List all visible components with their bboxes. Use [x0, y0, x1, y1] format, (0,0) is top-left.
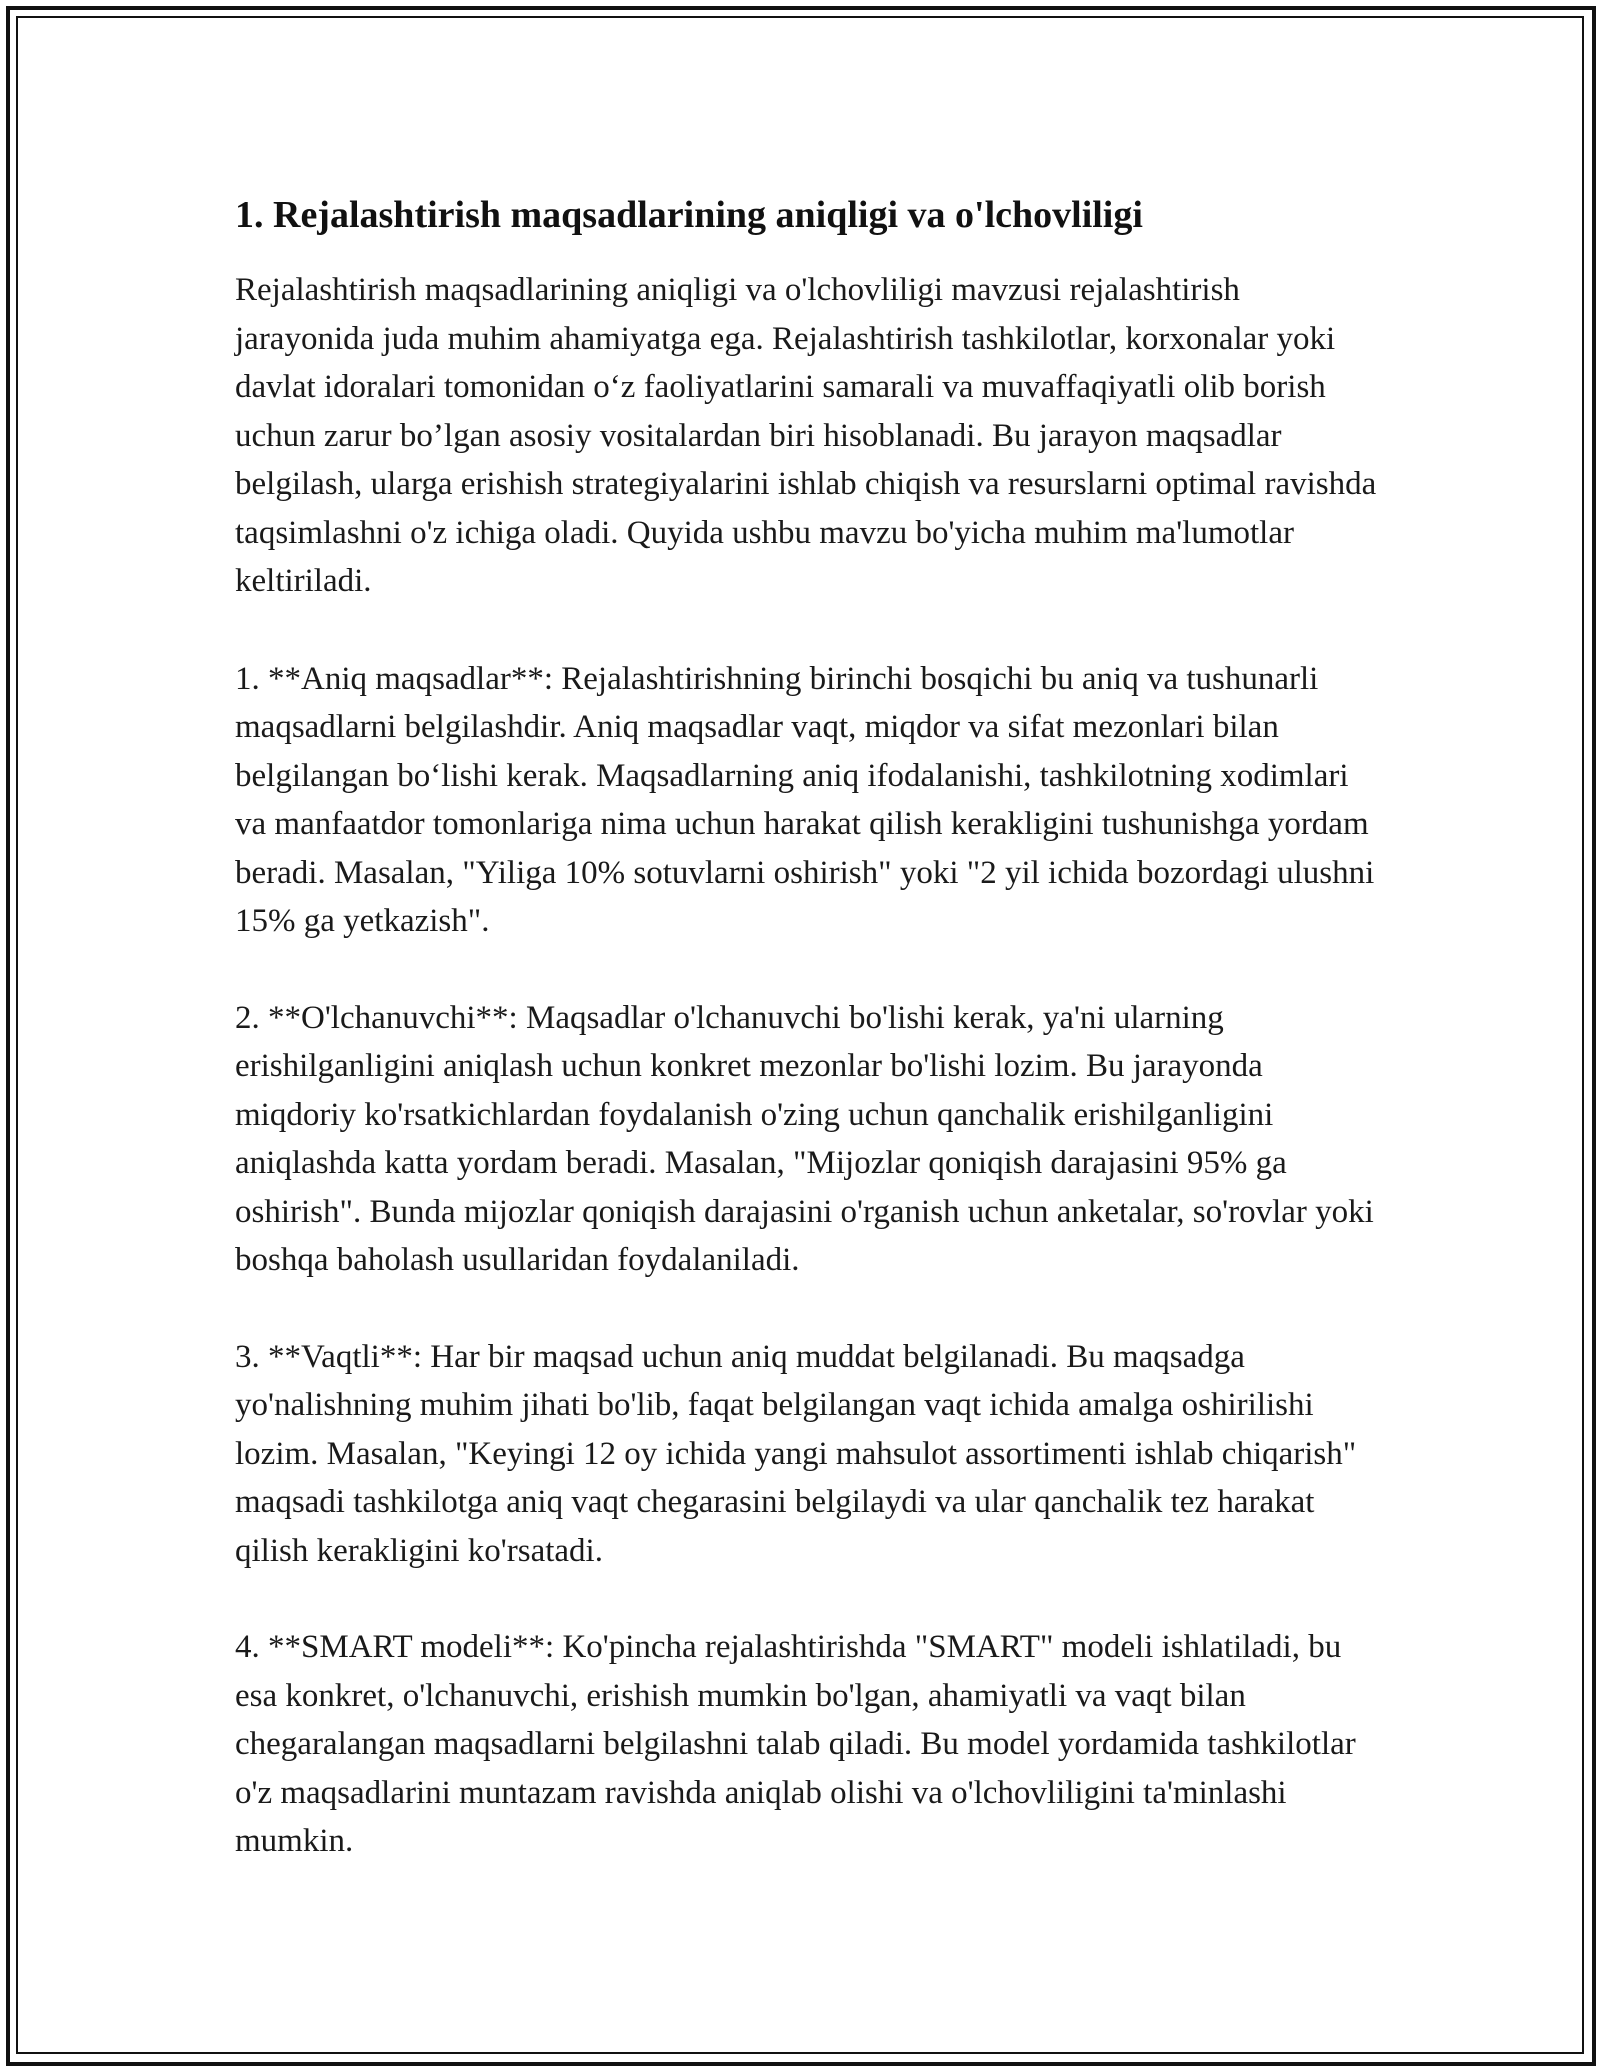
intro-paragraph: Rejalashtirish maqsadlarining aniqligi va o'lchovliligi mavzusi rejalashtirish jarayonida juda muhim ahamiyatga ega. Rejalashtirish tashkilotlar, korxonalar yoki davlat idoralari tomonidan o‘z faoliyatlarini samarali va muvaffaqiyatli olib borish uchun zarur bo’lgan asosiy vositalardan biri hisoblanadi. Bu jarayon maqsadlar belgilash, ularga erishish strategiyalarini ishlab chiqish va resurslarni optimal ravishda taqsimlashni o'z ichiga oladi. Quyida ushbu mavzu bo'yicha muhim ma'lumotlar keltiriladi. [235, 272, 1377, 599]
document-body [235, 186, 1385, 1914]
paragraph-aniq-maqsadlar: 1. **Aniq maqsadlar**: Rejalashtirishning birinchi bosqichi bu aniq va tushunarli maqsadlarni belgilashdir. Aniq maqsadlar vaqt, miqdor va sifat mezonlari bilan belgilangan bo‘lishi kerak. Maqsadlarning aniq ifodalanishi, tashkilotning xodimlari va manfaatdor tomonlariga nima uchun harakat qilish kerakligini tushunishga yordam beradi. Masalan, "Yiliga 10% sotuvlarni oshirish" yoki "2 yil ichida bozordagi ulushni 15% ga yetkazish". [235, 660, 1375, 939]
paragraph-smart-modeli: 4. **SMART modeli**: Ko'pincha rejalashtirishda "SMART" modeli ishlatiladi, bu esa konkret, o'lchanuvchi, erishish mumkin bo'lgan, ahamiyatli va vaqt bilan chegaralangan maqsadlarni belgilashni talab qiladi. Bu model yordamida tashkilotlar o'z maqsadlarini muntazam ravishda aniqlab olishi va o'lchovliligini ta'minlashi mumkin. [235, 1629, 1356, 1859]
document-title: 1. Rejalashtirish maqsadlarining aniqligi va o'lchovliligi [235, 194, 1143, 236]
paragraph-vaqtli: 3. **Vaqtli**: Har bir maqsad uchun aniq muddat belgilanadi. Bu maqsadga yo'nalishning muhim jihati bo'lib, faqat belgilangan vaqt ichida amalga oshirilishi lozim. Masalan, "Keyingi 12 oy ichida yangi mahsulot assortimenti ishlab chiqarish" maqsadi tashkilotga aniq vaqt chegarasini belgilaydi va ular qanchalik tez harakat qilish kerakligini ko'rsatadi. [235, 1338, 1357, 1569]
paragraph-olchanuvchi: 2. **O'lchanuvchi**: Maqsadlar o'lchanuvchi bo'lishi kerak, ya'ni ularning erishilganligini aniqlash uchun konkret mezonlar bo'lishi lozim. Bu jarayonda miqdoriy ko'rsatkichlardan foydalanish o'zing uchun qanchalik erishilganligini aniqlashda katta yordam beradi. Masalan, "Mijozlar qoniqish darajasini 95% ga oshirish". Bunda mijozlar qoniqish darajasini o'rganish uchun anketalar, so'rovlar yoki boshqa baholash usullaridan foydalaniladi. [235, 999, 1374, 1278]
